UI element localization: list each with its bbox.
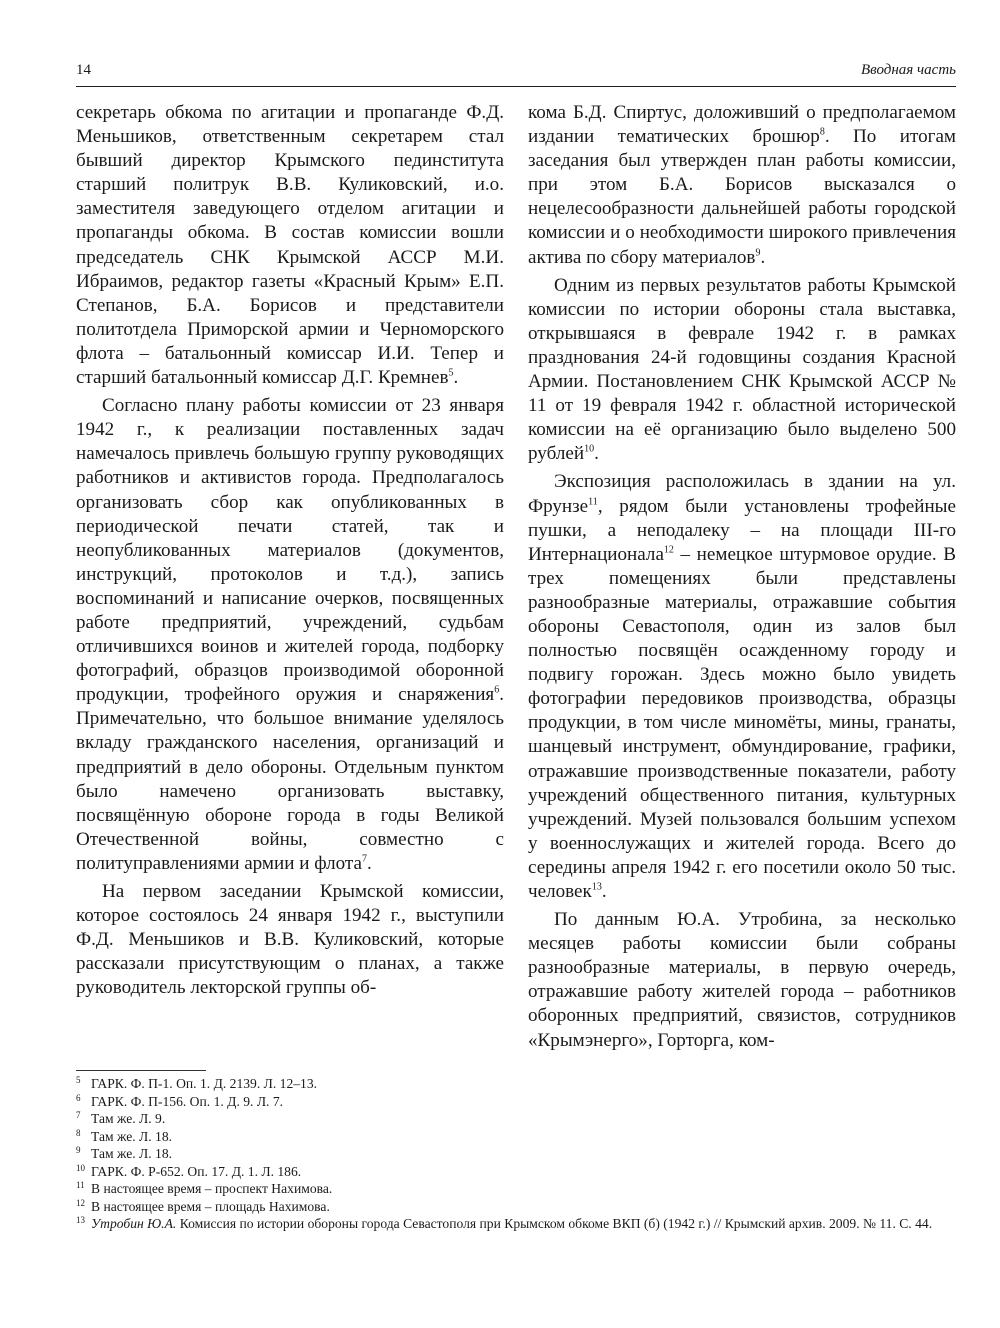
- paragraph-text: На первом заседании Крымской комиссии, которое состоялось 24 января 1942 г., выступили Ф.Д. Меньшиков и В.В. Куликовский, которые рассказали присутствующим о планах, а также руководитель лекторской группы об-: [76, 881, 504, 999]
- left-column: [76, 101, 504, 1000]
- paragraph-text: – немецкое штурмовое орудие. В трех помещениях были представлены разнообразные материалы, отражавшие события обороны Севастополя, один из залов был полностью посвящён осажденному городу и подвигу горожан. Здесь можно было увидеть фотографии передовиков производства, образцы продукции, в том числе миномёты, мины, гранаты, шанцевый инструмент, обмундирование, графики, отражавшие производственные показатели, работу учреждений общественного питания, культурных учреждений. Музей пользовался большим успехом у военнослужащих и жителей города. Всего до середины апреля 1942 г. его посетили около 50 тыс. человек: [528, 543, 956, 902]
- footnote-ref: 7: [362, 853, 367, 865]
- page-header: [76, 62, 956, 84]
- footnote-text: Комиссия по истории обороны города Севастополя при Крымском обкоме ВКП (б) (1942 г.) // Крымский архив. 2009. № 11. С. 44.: [176, 1216, 933, 1231]
- running-head: Вводная часть: [860, 62, 956, 78]
- paragraph-text: . По итогам заседания был утвержден план работы комиссии, при этом Б.А. Борисов высказался о нецелесообразности дальнейшей работы городской комиссии и о необходимости широкого привлечения актива по сбору материалов: [528, 126, 957, 268]
- paragraph-text: . Примечательно, что большое внимание уделялось вкладу гражданского населения, организаций и предприятий в дело обороны. Отдельным пунктом было намечено организовать выставку, посвящённую обороне города в годы Великой Отечественной войны, совместно с политуправлениями армии и флота: [76, 684, 504, 874]
- paragraph-text: , рядом были установлены трофейные пушки, а неподалеку – на площади III-го Интернационала: [528, 495, 956, 565]
- paragraph: Одним из первых результатов работы Крымской комиссии по истории обороны стала выставка, открывшаяся в феврале 1942 г. в рамках празднования 24-й годовщины создания Красной Армии. Постановлением СНК Крымской АССР № 11 от 19 февраля 1942 г. областной исторической комиссии на её организацию было выделено 500 рублей$^{10}$.: [528, 274, 956, 465]
- paragraph: Экспозиция расположилась в здании на ул. Фрунзе$^{11}$, рядом были установлены трофейные пушки, а неподалеку – на площади III-го Интернационала$^{12}$ – немецкое штурмовое орудие. В трех помещениях были представлены разнообразные материалы, отражавшие события обороны Севастополя, один из залов был полностью посвящён осажденному городу и подвигу горожан. Здесь можно было увидеть фотографии передовиков производства, образцы продукции, в том числе миномёты, мины, гранаты, шанцевый инструмент, обмундирование, графики, отражавшие производственные показатели, работу учреждений общественного питания, культурных учреждений. Музей пользовался большим успехом у военнослужащих и жителей города. Всего до середины апреля 1942 г. его посетили около 50 тыс. человек$^{13}$.: [528, 471, 956, 902]
- footnote-text: Там же. Л. 9.: [91, 1111, 166, 1126]
- footnote-ref: 10: [584, 443, 595, 455]
- paragraph-text: По данным Ю.А. Утробина, за несколько месяцев работы комиссии были собраны разнообразные материалы, в первую очередь, отражавшие работу жителей города – работников оборонных предприятий, связистов, сотрудников «Крымэнерго», Горторга, ком-: [528, 909, 956, 1051]
- footnote: [76, 1128, 956, 1146]
- right-column: [528, 101, 956, 1053]
- footnote: [76, 1093, 956, 1111]
- paragraph-text: кома Б.Д. Спиртус, доложивший о предполагаемом издании тематических брошюр: [528, 102, 956, 148]
- footnote-text: Там же. Л. 18.: [91, 1146, 173, 1161]
- footnotes: [76, 1075, 956, 1233]
- footnote-ref: 8: [819, 126, 825, 138]
- footnote-ref: 11: [588, 496, 598, 508]
- footnote-number: 13: [76, 1215, 85, 1225]
- footnote-ref: 12: [663, 544, 674, 556]
- footnote: [76, 1215, 956, 1233]
- footnote-text: ГАРК. Ф. П-156. Оп. 1. Д. 9. Л. 7.: [91, 1093, 284, 1109]
- footnote-number: 12: [76, 1197, 85, 1208]
- paragraph: [76, 880, 504, 1000]
- paragraph: [528, 908, 956, 1053]
- paragraph: Согласно плану работы комиссии от 23 января 1942 г., к реализации поставленных задач намечалось привлечь большую группу руководящих работников и активистов города. Предполагалось организовать сбор как опубликованных в периодической печати статей, так и неопубликованных материалов (документов, инструкций, протоколов и т.д.), запись воспоминаний и написание очерков, посвященных работе предприятий, учреждений, судьбам отличившихся воинов и жителей города, подборку фотографий, образцов производимой оборонной продукции, трофейного оружия и снаряжения$^6$. Примечательно, что большое внимание уделялось вкладу гражданского населения, организаций и предприятий в дело обороны. Отдельным пунктом было намечено организовать выставку, посвящённую обороне города в годы Великой Отечественной войны, совместно с политуправлениями армии и флота$^7$.: [76, 395, 504, 874]
- footnote-number: 7: [76, 1110, 81, 1120]
- footnote-number: 6: [76, 1092, 81, 1103]
- footnote-ref: 6: [494, 684, 500, 696]
- footnote-ref: 9: [755, 247, 761, 259]
- footnote-author: Утробин Ю.А.: [91, 1216, 177, 1231]
- paragraph: кома Б.Д. Спиртус, доложивший о предполагаемом издании тематических брошюр$^8$. По итогам заседания был утвержден план работы комиссии, при этом Б.А. Борисов высказался о нецелесообразности дальнейшей работы городской комиссии и о необходимости широкого привлечения актива по сбору материалов$^9$.: [528, 102, 957, 268]
- paragraph-text: Экспозиция расположилась в здании на ул. Фрунзе: [528, 471, 956, 517]
- footnote-number: 8: [76, 1127, 81, 1138]
- footnote: [76, 1163, 956, 1181]
- footnote: [76, 1198, 956, 1216]
- paragraph-text: Согласно плану работы комиссии от 23 января 1942 г., к реализации поставленных задач намечалось привлечь большую группу руководящих работников и активистов города. Предполагалось организовать сбор как опубликованных в периодической печати статей, так и неопубликованных материалов (документов, инструкций, протоколов и т.д.), запись воспоминаний и написание очерков, посвященных работе предприятий, учреждений, судьбам отличившихся воинов и жителей города, подборку фотографий, образцов производимой оборонной продукции, трофейного оружия и снаряжения: [76, 395, 504, 706]
- footnote-ref: 13: [591, 881, 602, 893]
- footnote-text: В настоящее время – проспект Нахимова.: [91, 1181, 333, 1196]
- header-rule: [76, 86, 956, 87]
- footnote-text: ГАРК. Ф. Р-652. Оп. 17. Д. 1. Л. 186.: [91, 1163, 302, 1179]
- footnote-text: Там же. Л. 18.: [91, 1128, 173, 1144]
- footnote-number: 10: [76, 1162, 85, 1173]
- footnote-text: В настоящее время – площадь Нахимова.: [91, 1198, 330, 1214]
- footnote: [76, 1180, 956, 1198]
- footnote-number: 5: [76, 1075, 81, 1085]
- footnote: [76, 1075, 956, 1093]
- paragraph: секретарь обкома по агитации и пропаганде Ф.Д. Меньшиков, ответственным секретарем стал бывший директор Крымского пединститута старший политрук В.В. Куликовский, и.о. заместителя заведующего отделом агитации и пропаганды обкома. В состав комиссии вошли председатель СНК Крымской АССР М.И. Ибраимов, редактор газеты «Красный Крым» Е.П. Степанов, Б.А. Борисов и представители политотдела Приморской армии и Черноморского флота – батальонный комиссар И.И. Тепер и старший батальонный комиссар Д.Г. Кремнев$^5$.: [76, 102, 504, 389]
- footnote-separator: [76, 1070, 206, 1071]
- page-number: 14: [76, 62, 91, 78]
- paragraph-text: Одним из первых результатов работы Крымской комиссии по истории обороны стала выставка, открывшаяся в феврале 1942 г. в рамках празднования 24-й годовщины создания Красной Армии. Постановлением СНК Крымской АССР № 11 от 19 февраля 1942 г. областной исторической комиссии на её организацию было выделено 500 рублей: [528, 274, 956, 465]
- footnote-number: 9: [76, 1145, 81, 1155]
- footnote-number: 11: [76, 1180, 85, 1190]
- footnote-ref: 5: [448, 367, 454, 379]
- footnote: [76, 1110, 956, 1128]
- paragraph-text: секретарь обкома по агитации и пропаганде Ф.Д. Меньшиков, ответственным секретарем стал бывший директор Крымского пединститута старший политрук В.В. Куликовский, и.о. заместителя заведующего отделом агитации и пропаганды обкома. В состав комиссии вошли председатель СНК Крымской АССР М.И. Ибраимов, редактор газеты «Красный Крым» Е.П. Степанов, Б.А. Борисов и представители политотдела Приморской армии и Черноморского флота – батальонный комиссар И.И. Тепер и старший батальонный комиссар Д.Г. Кремнев: [76, 102, 504, 389]
- footnote: [76, 1145, 956, 1163]
- footnote-text: ГАРК. Ф. П-1. Оп. 1. Д. 2139. Л. 12–13.: [91, 1076, 318, 1091]
